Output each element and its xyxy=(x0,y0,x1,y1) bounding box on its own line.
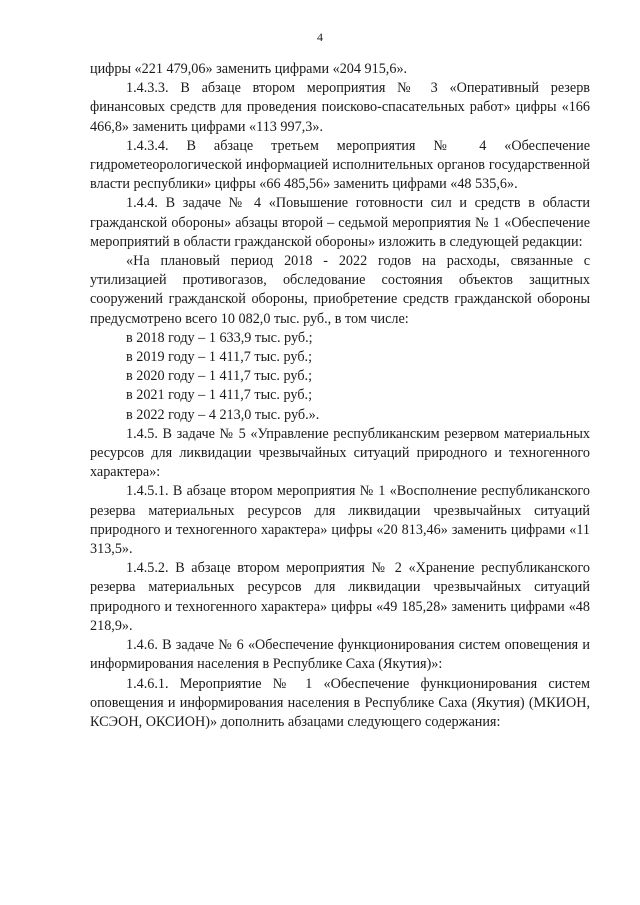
document-body xyxy=(90,60,590,732)
budget-list-item: в 2018 году – 1 633,9 тыс. руб.; xyxy=(126,329,313,346)
paragraph: 1.4.5. В задаче № 5 «Управление республиканским резервом материальных ресурсов для ликвидации чрезвычайных ситуаций природного и техногенного характера»: xyxy=(90,425,590,481)
paragraph: 1.4.4. В задаче № 4 «Повышение готовности сил и средств в области гражданской обороны» абзацы второй – седьмой мероприятия № 1 «Обеспечение мероприятий в области гражданской обороны» изложить в следующей редакции: xyxy=(90,195,590,250)
paragraph: 1.4.5.2. В абзаце втором мероприятия № 2 «Хранение республиканского резерва материальных ресурсов для ликвидации чрезвычайных ситуаций природного и техногенного характера» цифры «49 185,28» заменить цифрами «48 218,9». xyxy=(90,560,590,634)
paragraph: 1.4.5.1. В абзаце втором мероприятия № 1 «Восполнение республиканского резерва материальных ресурсов для ликвидации чрезвычайных ситуаций природного и техногенного характера» цифры «20 813,46» заменить цифрами «11 313,5». xyxy=(90,483,590,558)
paragraph: 1.4.3.3. В абзаце втором мероприятия № 3 «Оперативный резерв финансовых средств для проведения поисково-спасательных работ» цифры «166 466,8» заменить цифрами «113 997,3». xyxy=(90,80,590,135)
budget-list-item: в 2021 году – 1 411,7 тыс. руб.; xyxy=(126,387,313,404)
page-number: 4 xyxy=(317,30,323,44)
paragraph: 1.4.6. В задаче № 6 «Обеспечение функционирования систем оповещения и информирования населения в Республике Саха (Якутия)»: xyxy=(90,637,590,673)
budget-list-item: в 2022 году – 4 213,0 тыс. руб.». xyxy=(126,406,320,423)
paragraph: 1.4.6.1. Мероприятие № 1 «Обеспечение функционирования систем оповещения и информирования населения в Республике Саха (Якутия) (МКИОН, КСЭОН, ОКСИОН)» дополнить абзацами следующего содержания: xyxy=(90,675,590,730)
paragraph: 1.4.3.4. В абзаце третьем мероприятия № 4 «Обеспечение гидрометеорологической информацией исполнительных органов государственной власти республики» цифры «66 485,56» заменить цифрами «48 535,6». xyxy=(90,137,590,193)
paragraph: цифры «221 479,06» заменить цифрами «204 915,6». xyxy=(90,61,408,77)
budget-list-item: в 2019 году – 1 411,7 тыс. руб.; xyxy=(126,349,313,366)
paragraph: «На плановый период 2018 - 2022 годов на расходы, связанные с утилизацией противогазов, обследование состояния объектов защитных сооружений гражданской обороны, приобретение средств гражданской обороны предусмотрено всего 10 082,0 тыс. руб., в том числе: xyxy=(90,253,590,327)
budget-list-item: в 2020 году – 1 411,7 тыс. руб.; xyxy=(126,368,313,385)
